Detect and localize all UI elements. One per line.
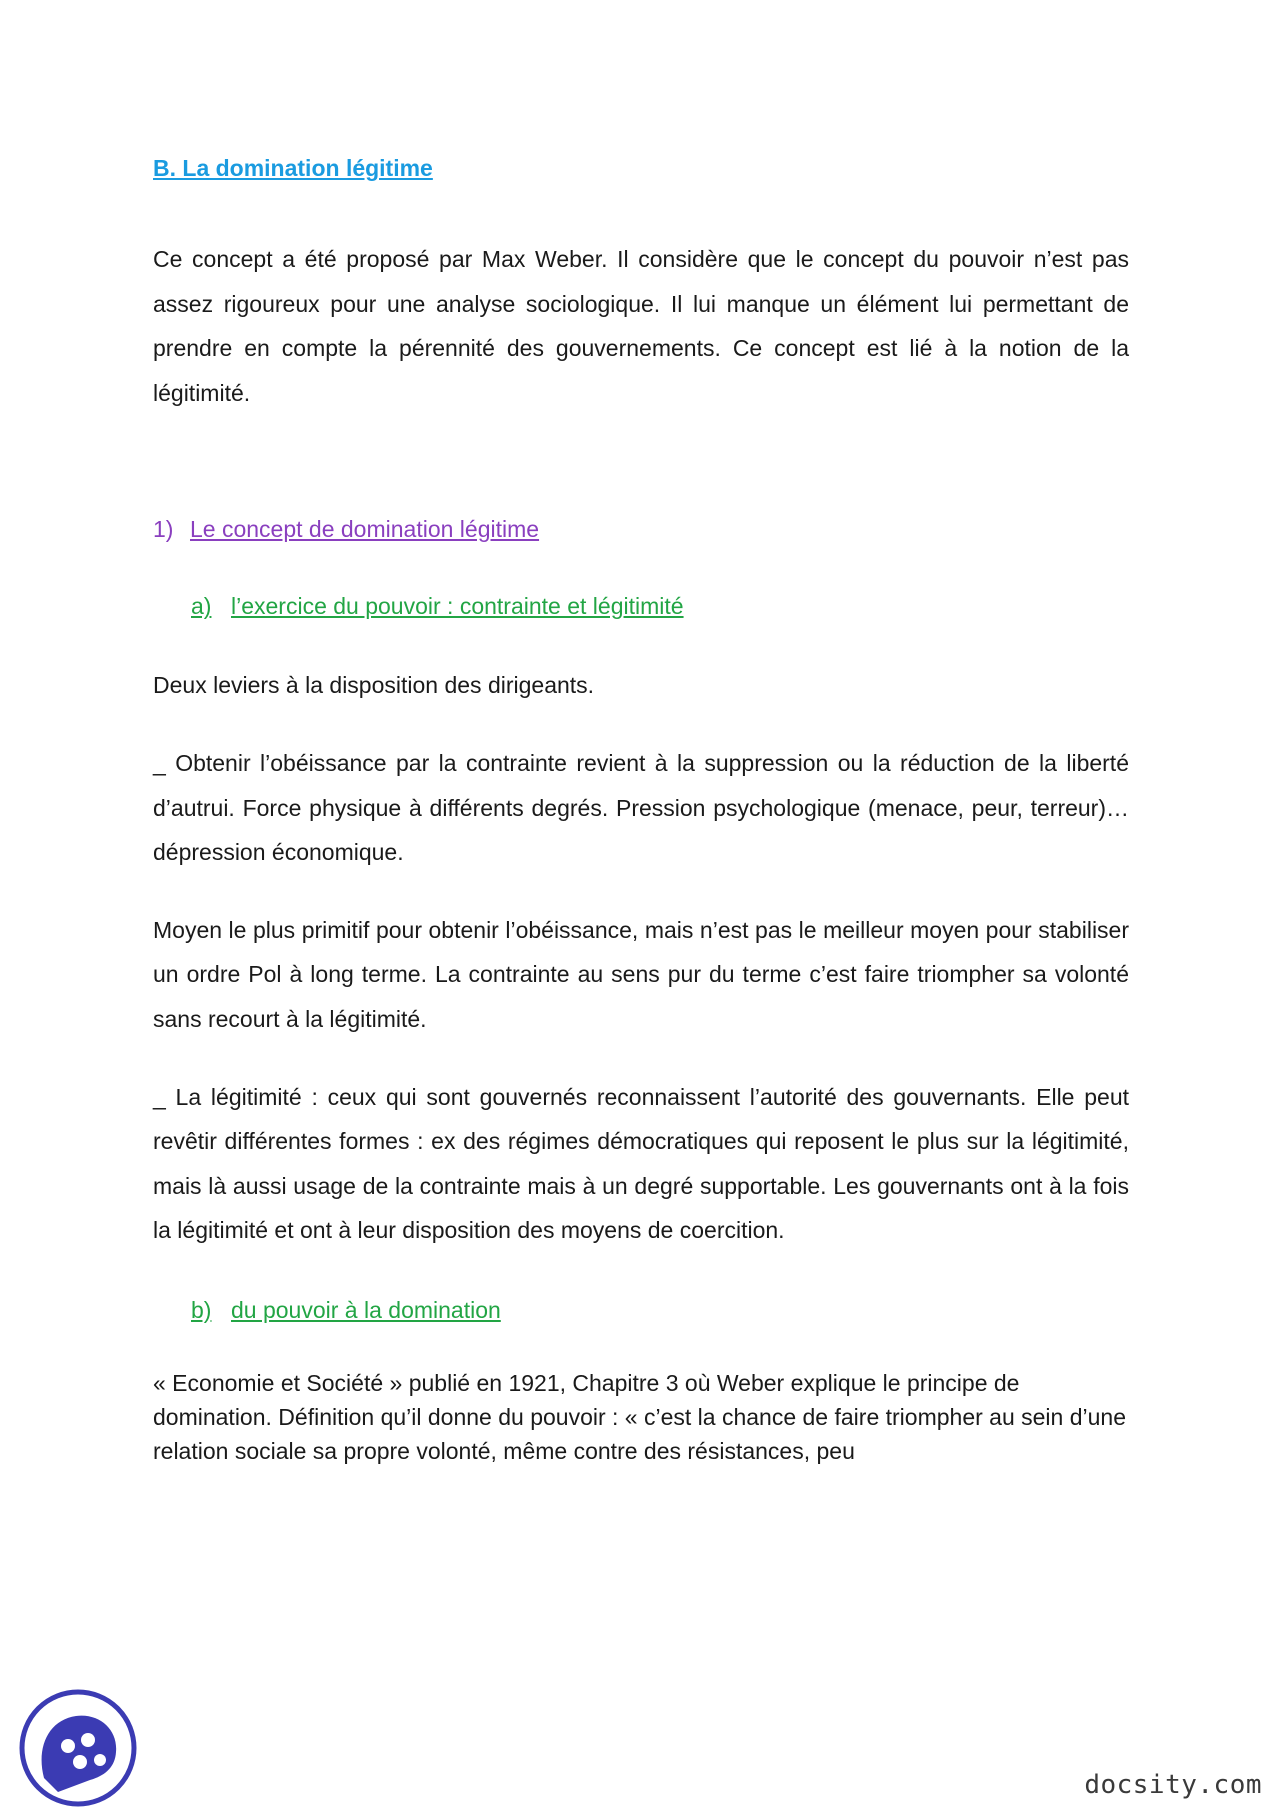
section-heading: B. La domination légitime xyxy=(153,155,433,181)
intro-paragraph: Ce concept a été proposé par Max Weber. Il considère que le concept du pouvoir n’est pas assez rigoureux pour une analyse sociologique. Il lui manque un élément lui permettant de prendre en compte la pérennité des gouvernements. Ce concept est lié à la notion de la légitimité. xyxy=(153,246,1129,406)
subsection-1-marker: 1) xyxy=(153,516,174,543)
constraint-paragraph: _ Obtenir l’obéissance par la contrainte revient à la suppression ou la réduction de la liberté d’autrui. Force physique à différents degrés. Pression psychologique (menace, peur, terreur)… dépression économique. xyxy=(153,749,1129,866)
subsection-a-marker: a) xyxy=(191,593,212,620)
subsection-1-heading xyxy=(153,509,1129,549)
subsection-a-heading xyxy=(153,586,1129,626)
subsection-a-title: l’exercice du pouvoir : contrainte et légitimité xyxy=(231,593,684,620)
document-content xyxy=(153,148,1129,1468)
primitive-means-paragraph: Moyen le plus primitif pour obtenir l’obéissance, mais n’est pas le meilleur moyen pour stabiliser un ordre Pol à long terme. La contrainte au sens pur du terme c’est faire triompher sa volonté sans recourt à la légitimité. xyxy=(153,916,1129,1032)
levers-paragraph: Deux leviers à la disposition des dirigeants. xyxy=(153,672,595,699)
docsity-brand-text[interactable]: docsity.com xyxy=(1084,1770,1262,1800)
subsection-b-title: du pouvoir à la domination xyxy=(231,1296,501,1323)
subsection-b-heading xyxy=(153,1290,1129,1330)
subsection-b-marker: b) xyxy=(191,1296,212,1323)
legitimacy-paragraph: _ La légitimité : ceux qui sont gouvernés reconnaissent l’autorité des gouvernants. Elle peut revêtir différentes formes : ex des régimes démocratiques qui reposent le plus sur la légitimité, mais là aussi usage de la contrainte mais à un degré supportable. Les gouvernants ont à la fois la légitimité et ont à leur disposition des moyens de coercition. xyxy=(153,1083,1129,1244)
subsection-1-title: Le concept de domination légitime xyxy=(190,516,540,543)
economie-societe-paragraph: « Economie et Société » publié en 1921, Chapitre 3 où Weber explique le principe de domination. Définition qu’il donne du pouvoir : « c’est la chance de faire triompher au sein d’une relation sociale sa propre volonté, même contre des résistances, peu xyxy=(153,1369,1126,1464)
docsity-logo-icon[interactable] xyxy=(18,1688,138,1808)
